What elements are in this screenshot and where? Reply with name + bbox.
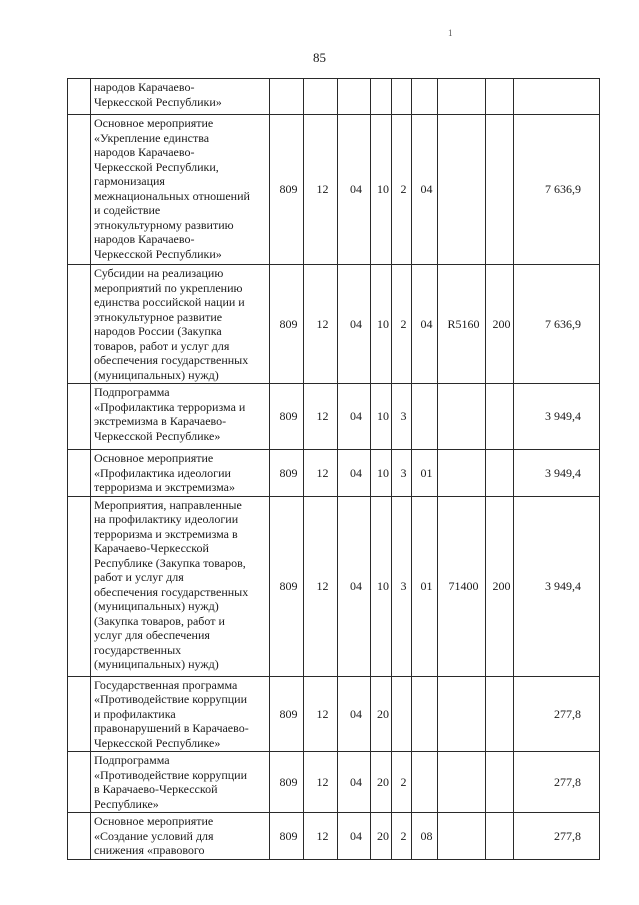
empty-cell [68,676,91,752]
item-name-text: Основное мероприятие «Создание условий для снижения «правового [94,814,214,857]
code-pr-cell: 04 [338,496,371,676]
item-name-cell [91,115,270,265]
empty-cell [68,813,91,860]
code-pr-cell: 04 [338,450,371,497]
expense-type-cell [486,752,514,813]
item-name-cell [91,813,270,860]
item-name-text: Государственная программа «Противодействие коррупции и профилактика правонарушений в Карачаево- Черкесской Республике» [94,677,249,750]
program-code-cell: 10 [371,115,392,265]
code-rz-cell: 12 [304,813,338,860]
amount-cell: 3 949,4 [514,384,600,450]
budget-table [67,78,600,860]
code-gr-cell: 809 [270,813,304,860]
event-code-cell: 04 [412,265,438,384]
table-row [68,384,600,450]
direction-code-cell [438,384,486,450]
code-rz-cell: 12 [304,496,338,676]
subprogram-code-cell: 2 [392,265,412,384]
code-pr-cell: 04 [338,265,371,384]
code-gr-cell: 809 [270,450,304,497]
event-code-cell [412,752,438,813]
event-code-cell [412,384,438,450]
item-name-text: Подпрограмма «Профилактика терроризма и экстремизма в Карачаево- Черкесской Республике» [94,385,246,443]
direction-code-cell [438,676,486,752]
code-rz-cell: 12 [304,384,338,450]
code-gr-cell: 809 [270,752,304,813]
table-row [68,496,600,676]
code-pr-cell: 04 [338,384,371,450]
item-name-text: Мероприятия, направленные на профилактику идеологии терроризма и экстремизма в Карачаево-Черкесской Республике (Закупка товаров, работ и услуг для обеспечения государственных (муниципальных) нужд) (Закупка товаров, работ и услуг для обеспечения государственных (муниципальных) нужд) [94,497,249,671]
amount-cell: 3 949,4 [514,496,600,676]
expense-type-cell [486,79,514,115]
direction-code-cell: R5160 [438,265,486,384]
item-name-text: Субсидии на реализацию мероприятий по укреплению единства российской нации и этнокультурное развитие народов России (Закупка товаров, работ и услуг для обеспечения государственных (муниципальных) нужд) [94,266,249,382]
amount-cell: 277,8 [514,676,600,752]
item-name-cell [91,79,270,115]
table-row [68,752,600,813]
table-row [68,450,600,497]
item-name-text: Основное мероприятие «Профилактика идеологии терроризма и экстремизма» [94,451,235,494]
item-name-cell [91,752,270,813]
amount-cell: 7 636,9 [514,265,600,384]
expense-type-cell: 200 [486,496,514,676]
item-name-cell [91,676,270,752]
program-code-cell: 10 [371,384,392,450]
event-code-cell: 04 [412,115,438,265]
direction-code-cell [438,115,486,265]
direction-code-cell [438,79,486,115]
table-row [68,676,600,752]
code-gr-cell: 809 [270,676,304,752]
subprogram-code-cell: 3 [392,450,412,497]
code-pr-cell: 04 [338,115,371,265]
item-name-text: народов Карачаево- Черкесской Республики» [94,80,222,109]
table-row [68,115,600,265]
subprogram-code-cell: 2 [392,752,412,813]
subprogram-code-cell [392,676,412,752]
expense-type-cell [486,450,514,497]
expense-type-cell [486,813,514,860]
program-code-cell: 20 [371,813,392,860]
empty-cell [68,265,91,384]
program-code-cell [371,79,392,115]
code-gr-cell: 809 [270,115,304,265]
table-row [68,813,600,860]
empty-cell [68,450,91,497]
event-code-cell: 01 [412,450,438,497]
expense-type-cell [486,115,514,265]
subprogram-code-cell: 3 [392,384,412,450]
amount-cell: 7 636,9 [514,115,600,265]
item-name-cell [91,496,270,676]
expense-type-cell [486,384,514,450]
direction-code-cell: 71400 [438,496,486,676]
code-rz-cell: 12 [304,265,338,384]
empty-cell [68,384,91,450]
item-name-text: Основное мероприятие «Укрепление единства народов Карачаево- Черкесской Республики, гармонизация межнациональных отношений и содействие этнокультурному развитию народов Карачаево- Черкесской Республики» [94,116,250,261]
empty-cell [68,79,91,115]
expense-type-cell: 200 [486,265,514,384]
table-row [68,79,600,115]
code-gr-cell [270,79,304,115]
subprogram-code-cell: 2 [392,813,412,860]
subprogram-code-cell [392,79,412,115]
code-rz-cell: 12 [304,752,338,813]
corner-mark: 1 [448,28,453,38]
code-pr-cell: 04 [338,676,371,752]
program-code-cell: 10 [371,450,392,497]
program-code-cell: 10 [371,496,392,676]
code-gr-cell: 809 [270,265,304,384]
expense-type-cell [486,676,514,752]
amount-cell: 277,8 [514,752,600,813]
amount-cell: 277,8 [514,813,600,860]
item-name-cell [91,450,270,497]
page-number: 85 [313,50,326,65]
code-pr-cell: 04 [338,752,371,813]
direction-code-cell [438,450,486,497]
code-rz-cell: 12 [304,115,338,265]
amount-cell: 3 949,4 [514,450,600,497]
subprogram-code-cell: 2 [392,115,412,265]
event-code-cell [412,676,438,752]
direction-code-cell [438,752,486,813]
empty-cell [68,496,91,676]
item-name-cell [91,265,270,384]
subprogram-code-cell: 3 [392,496,412,676]
item-name-text: Подпрограмма «Противодействие коррупции в Карачаево-Черкесской Республике» [94,753,247,811]
code-rz-cell: 12 [304,676,338,752]
empty-cell [68,752,91,813]
code-gr-cell: 809 [270,384,304,450]
item-name-cell [91,384,270,450]
code-rz-cell [304,79,338,115]
program-code-cell: 10 [371,265,392,384]
direction-code-cell [438,813,486,860]
empty-cell [68,115,91,265]
amount-cell [514,79,600,115]
program-code-cell: 20 [371,676,392,752]
code-pr-cell [338,79,371,115]
program-code-cell: 20 [371,752,392,813]
event-code-cell: 08 [412,813,438,860]
event-code-cell: 01 [412,496,438,676]
code-gr-cell: 809 [270,496,304,676]
table-row [68,265,600,384]
code-pr-cell: 04 [338,813,371,860]
event-code-cell [412,79,438,115]
code-rz-cell: 12 [304,450,338,497]
